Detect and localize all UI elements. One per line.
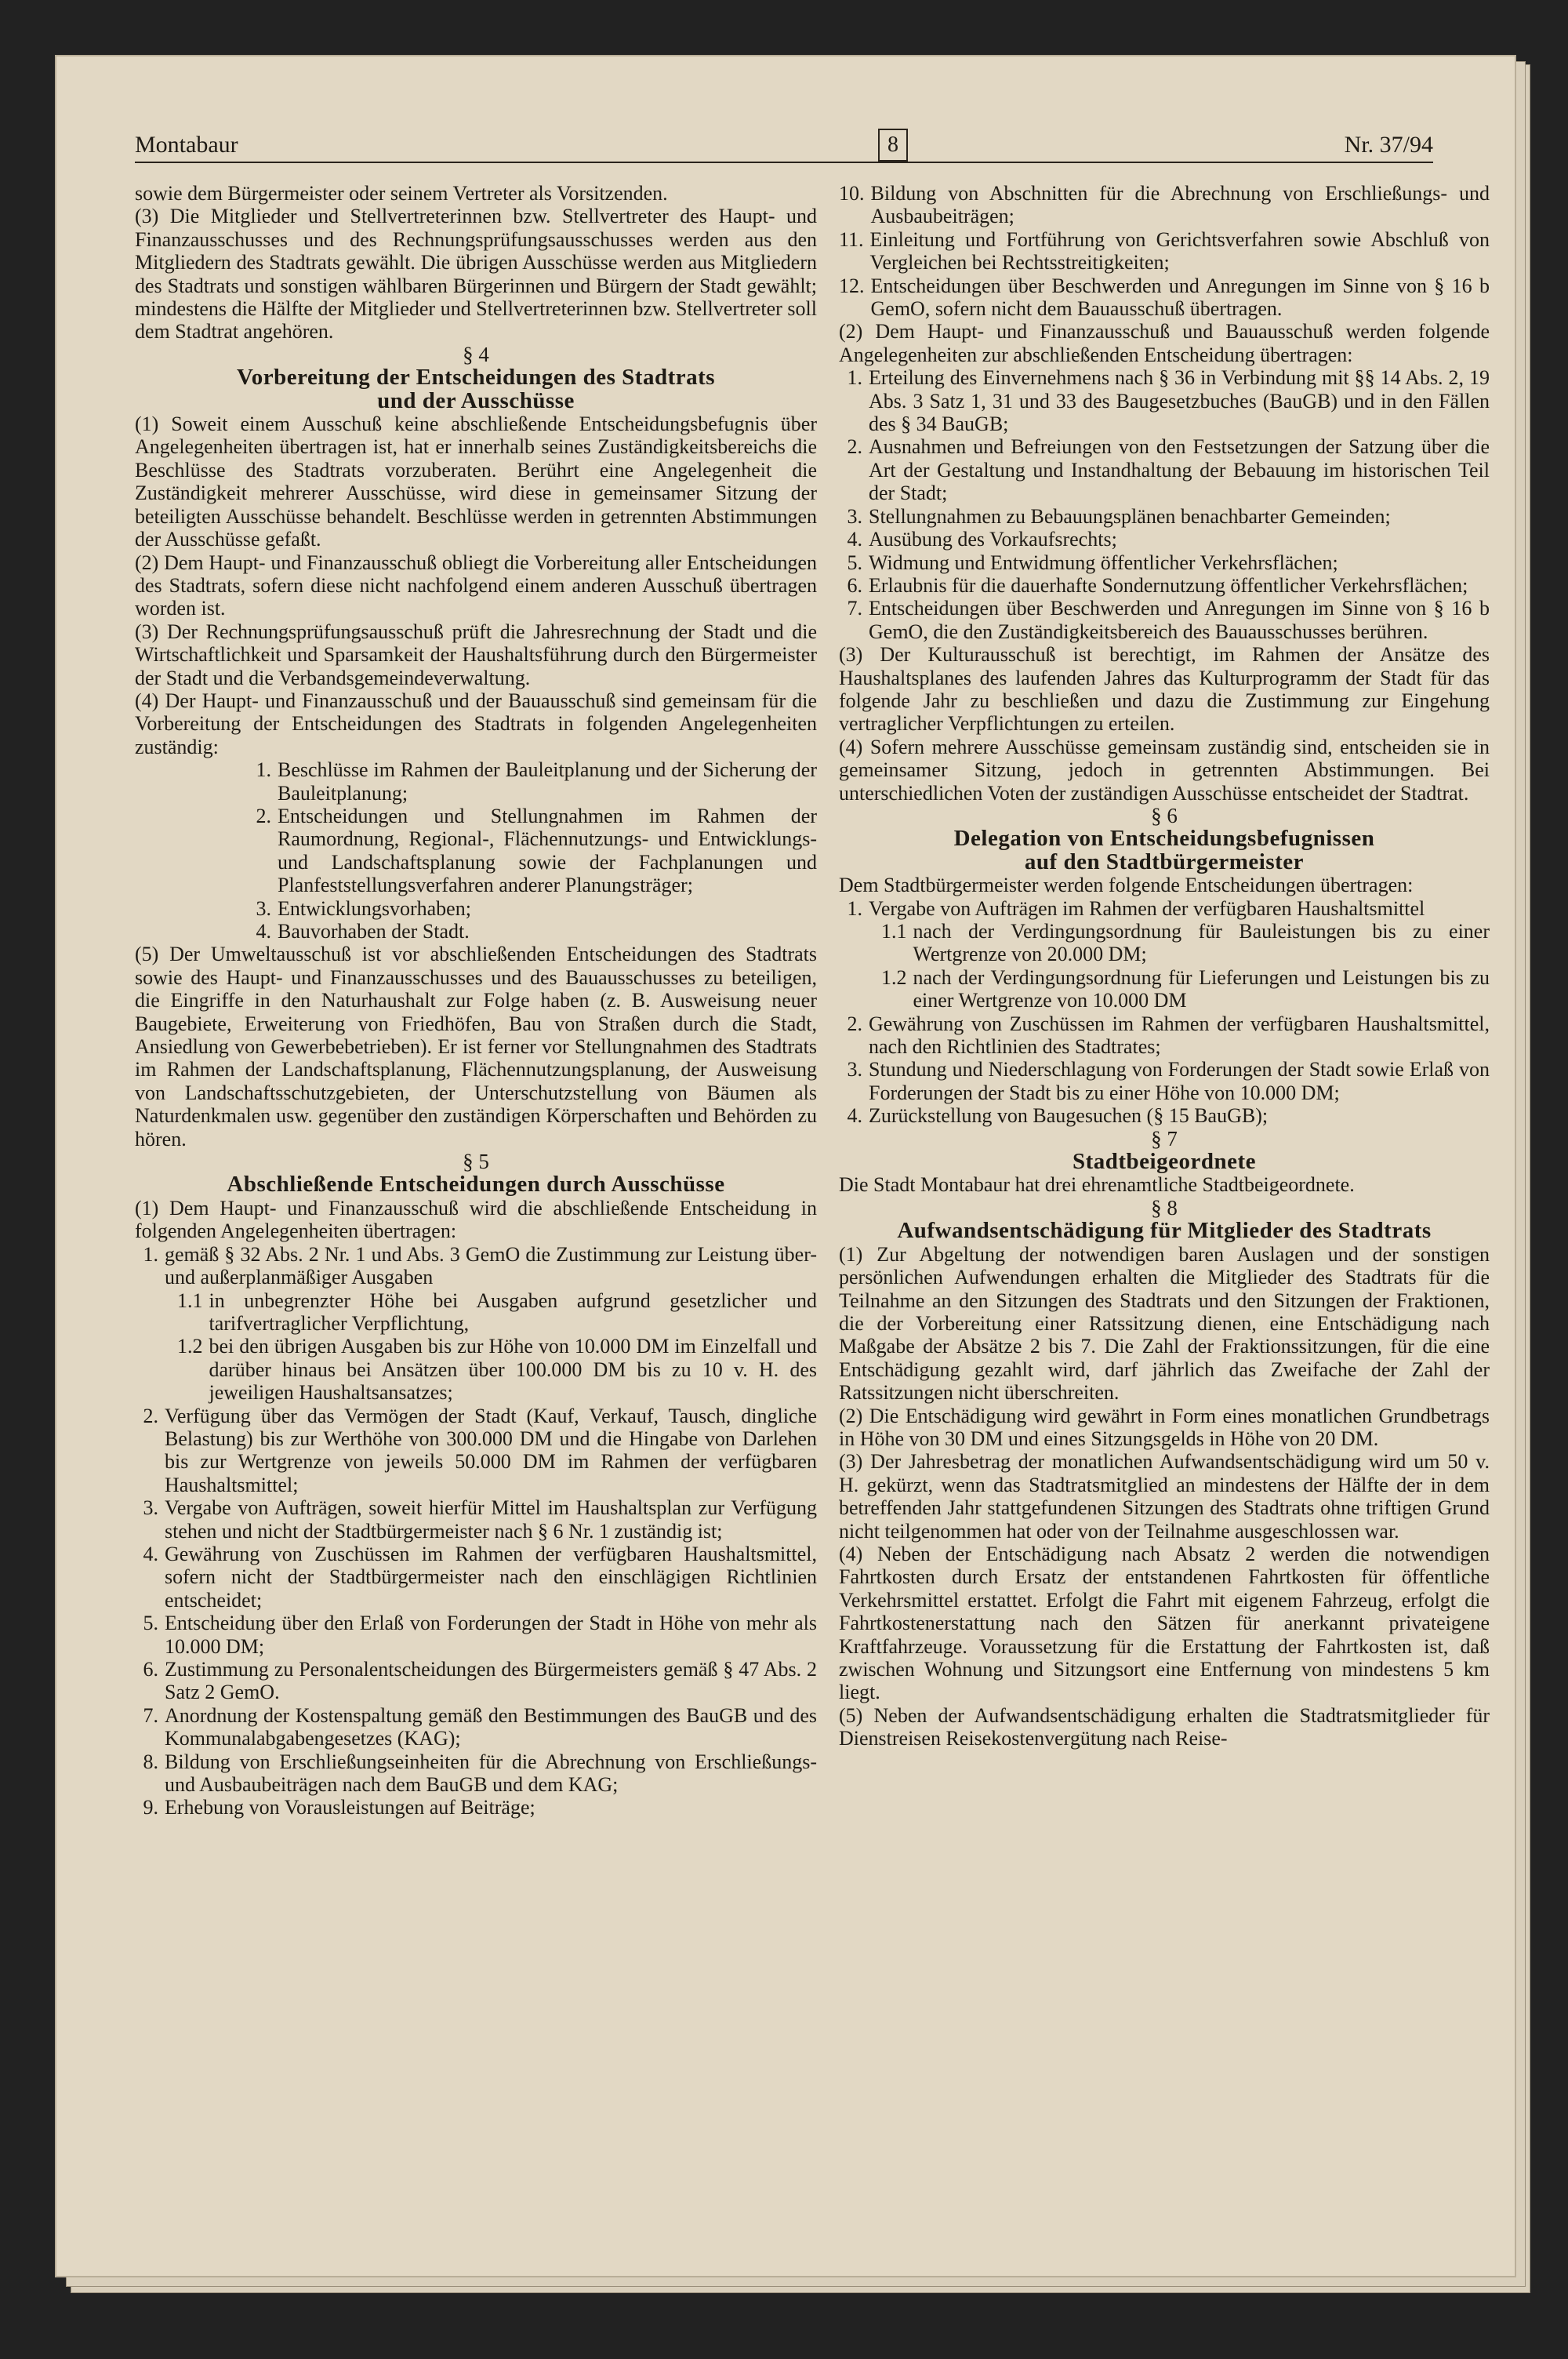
list-item bbox=[839, 366, 1490, 435]
section-title: Aufwandsentschädigung für Mitglieder des Stadtrats bbox=[897, 1218, 1432, 1244]
list-item-number: 2. bbox=[143, 1404, 158, 1427]
list-item-text: Bauvorhaben der Stadt. bbox=[278, 920, 470, 943]
list-item bbox=[839, 1104, 1490, 1127]
list-item-number: 1. bbox=[847, 896, 862, 920]
list-item bbox=[839, 182, 1490, 228]
list-item-number: 5. bbox=[847, 551, 862, 574]
list-item bbox=[135, 897, 817, 920]
list-item-number: 12. bbox=[839, 274, 865, 297]
paragraph: Die Stadt Montabaur hat drei ehrenamtliche Stadtbeigeordnete. bbox=[839, 1173, 1355, 1197]
section-title: Vorbereitung der Entscheidungen des Stadtrats bbox=[236, 365, 716, 391]
list-item bbox=[135, 758, 817, 805]
paragraph: (2) Dem Haupt- und Finanzausschuß obliegt die Vorbereitung aller Entscheidungen des Stadtrats, sofern diese nicht nachfolgend einem anderen Ausschuß übertragen worden ist. bbox=[135, 551, 817, 620]
paragraph: (3) Der Kulturausschuß ist berechtigt, im Rahmen der Ansätze des Haushaltsplanes des laufenden Jahres das Kulturprogramm der Stadt für das folgende Jahr zu beschließen und dazu die Zustimmung zur Eingehung vertraglicher Verpflichtungen zu erteilen. bbox=[839, 643, 1490, 736]
list-item-text: nach der Verdingungsordnung für Lieferungen und Leistungen bis zu einer Wertgrenze von 10.000 DM bbox=[913, 965, 1490, 1012]
paragraph: (5) Der Umweltausschuß ist vor abschließenden Entscheidungen des Stadtrats sowie des Haupt- und Finanzausschusses und des Bauausschusses zu beteiligen, die Eingriffe in den Naturhaushalt zur Folge haben (z. B. Ausweisung neuer Baugebiete, Erweiterung von Friedhöfen, Bau von Straßen durch die Stadt, Ansiedlung von Gewerbebetrieben). Er ist ferner vor Stellungnahmen des Stadtrats im Rahmen der Landschaftsplanung, Flächennutzungsplanung, der Ausweisung von Landschaftsschutzgebieten, der Unterschutzstellung von Bäumen als Naturdenkmalen usw. gegenüber den zuständigen Körperschaften und Behörden zu hören. bbox=[135, 943, 817, 1150]
list-item bbox=[839, 435, 1490, 504]
paragraph: (5) Neben der Aufwandsentschädigung erhalten die Stadtratsmitglieder für Dienstreisen Reisekostenvergütung nach Reise- bbox=[839, 1703, 1490, 1750]
list-item bbox=[135, 1796, 817, 1819]
right-column bbox=[839, 182, 1490, 1750]
list-item-number: 2. bbox=[847, 435, 862, 459]
list-item bbox=[839, 528, 1490, 551]
list-item-text: Zustimmung zu Personalentscheidungen des Bürgermeisters gemäß § 47 Abs. 2 Satz 2 GemO. bbox=[165, 1658, 817, 1704]
list-item bbox=[839, 551, 1490, 574]
section-number: § 8 bbox=[1151, 1195, 1178, 1219]
list-item-text: in unbegrenzter Höhe bei Ausgaben aufgrund gesetzlicher und tarifvertraglicher Verpflichtung, bbox=[209, 1289, 817, 1335]
list-item-text: bei den übrigen Ausgaben bis zur Höhe von 10.000 DM im Einzelfall und darüber hinaus bei Ansätzen über 100.000 DM bis zu 10 v. H. des jeweiligen Haushaltsansatzes; bbox=[209, 1335, 817, 1405]
list-item-text: Entscheidungen über Beschwerden und Anregungen im Sinne von § 16 b GemO, sofern nicht dem Bauausschuß übertragen. bbox=[870, 274, 1490, 321]
list-item bbox=[135, 1658, 817, 1704]
list-item bbox=[135, 920, 817, 943]
list-item-text: Stundung und Niederschlagung von Forderungen der Stadt sowie Erlaß von Forderungen der Stadt bis zu einer Höhe von 10.000 DM; bbox=[869, 1058, 1490, 1104]
header-town: Montabaur bbox=[135, 132, 238, 158]
list-item-number: 3. bbox=[847, 504, 862, 528]
list-item-number: 3. bbox=[847, 1058, 862, 1081]
list-item bbox=[839, 920, 1490, 966]
list-item bbox=[839, 505, 1490, 528]
list-item-text: Stellungnahmen zu Bebauungsplänen benachbarter Gemeinden; bbox=[869, 504, 1391, 528]
section-number: § 4 bbox=[463, 342, 489, 366]
list-item-number: 1.2 bbox=[881, 965, 907, 989]
section-title: Delegation von Entscheidungsbefugnissen bbox=[953, 826, 1375, 852]
list-item-text: Bildung von Abschnitten für die Abrechnung von Erschließungs- und Ausbaubeiträgen; bbox=[870, 182, 1490, 228]
list-item-text: Gewährung von Zuschüssen im Rahmen der verfügbaren Haushaltsmittel, nach den Richtlinien des Stadtrates; bbox=[869, 1012, 1490, 1059]
list-item-text: nach der Verdingungsordnung für Bauleistungen bis zu einer Wertgrenze von 20.000 DM; bbox=[913, 920, 1490, 966]
section-title: Abschließende Entscheidungen durch Ausschüsse bbox=[227, 1172, 725, 1198]
paragraph: (3) Der Jahresbetrag der monatlichen Aufwandsentschädigung wird um 50 v. H. gekürzt, wenn das Stadtratsmitglied an mindestens der Hälfte der in dem betreffenden Jahr stattgefundenen Sitzungen des Stadtrats ohne triftigen Grund nicht teilgenommen hat oder von der Teilnahme ausgeschlossen war. bbox=[839, 1450, 1490, 1543]
list-item bbox=[135, 1750, 817, 1797]
paragraph: (3) Der Rechnungsprüfungsausschuß prüft die Jahresrechnung der Stadt und die Wirtschaftlichkeit und Sparsamkeit der Haushaltsführung durch den Bürgermeister der Stadt und die Verbandsgemeindeverwaltung. bbox=[135, 620, 817, 689]
list-item-text: Ausübung des Vorkaufsrechts; bbox=[869, 528, 1117, 551]
list-item-number: 11. bbox=[839, 227, 864, 251]
list-item-text: Zurückstellung von Baugesuchen (§ 15 BauGB); bbox=[869, 1104, 1269, 1128]
paragraph: (1) Dem Haupt- und Finanzausschuß wird die abschließende Entscheidung in folgenden Angelegenheiten übertragen: bbox=[135, 1196, 817, 1243]
list-item-text: Entscheidungen über Beschwerden und Anregungen im Sinne von § 16 b GemO, die den Zuständigkeitsbereich des Bauausschusses berühren. bbox=[869, 597, 1490, 643]
list-item-number: 1.1 bbox=[177, 1289, 203, 1312]
list-item-text: gemäß § 32 Abs. 2 Nr. 1 und Abs. 3 GemO die Zustimmung zur Leistung über- und außerplanmäßiger Ausgaben bbox=[165, 1242, 817, 1289]
list-item-number: 4. bbox=[847, 528, 862, 551]
paragraph: (4) Neben der Entschädigung nach Absatz 2 werden die notwendigen Fahrtkosten durch Ersatz der entstandenen Fahrtkosten für öffentliche Verkehrsmittel erstattet. Erfolgt die Fahrt mit eigenem Fahrzeug, erfolgt die Fahrtkostenerstattung nach den Sätzen für anerkannt privateigene Kraftfahrzeuge. Voraussetzung für die Erstattung der Fahrtkosten ist, daß zwischen Wohnung und Sitzungsort eine Entfernung von mindestens 5 km liegt. bbox=[839, 1542, 1490, 1704]
list-item bbox=[135, 1335, 817, 1404]
list-item-text: Vergabe von Aufträgen im Rahmen der verfügbaren Haushaltsmittel bbox=[869, 896, 1425, 920]
list-item bbox=[839, 897, 1490, 920]
list-item bbox=[135, 1543, 817, 1612]
list-item bbox=[839, 274, 1490, 321]
paragraph: (1) Soweit einem Ausschuß keine abschließende Entscheidungsbefugnis über Angelegenheiten übertragen ist, hat er innerhalb seines Zuständigkeitsbereichs die Beschlüsse des Stadtrats vorzuberaten. Berührt eine Angelegenheit die Zuständigkeit mehrerer Ausschüsse, wird diese in gemeinsamer Sitzung der beteiligten Ausschüsse behandelt. Beschlüsse werden in getrennten Abstimmungen der Ausschüsse gefaßt. bbox=[135, 413, 817, 551]
list-item-text: Ausnahmen und Befreiungen von den Festsetzungen der Satzung über die Art der Gestaltung und Instandhaltung der Bebauung im historischen Teil der Stadt; bbox=[869, 435, 1490, 505]
header-rule bbox=[135, 162, 1433, 163]
list-item-text: Bildung von Erschließungseinheiten für die Abrechnung von Erschließungs- und Ausbaubeiträgen nach dem BauGB und dem KAG; bbox=[165, 1750, 817, 1797]
list-item bbox=[839, 966, 1490, 1012]
list-item bbox=[839, 574, 1490, 597]
list-item-number: 1. bbox=[256, 758, 271, 782]
list-item-text: Erlaubnis für die dauerhafte Sondernutzung öffentlicher Verkehrsflächen; bbox=[869, 573, 1468, 597]
list-item-number: 10. bbox=[839, 182, 865, 205]
section-number: § 6 bbox=[1151, 803, 1178, 827]
issue-number: Nr. 37/94 bbox=[1344, 132, 1433, 158]
paragraph: (4) Der Haupt- und Finanzausschuß und der Bauausschuß sind gemeinsam für die Vorbereitung der Entscheidungen des Stadtrats in folgenden Angelegenheiten zuständig: bbox=[135, 689, 817, 758]
paragraph: (1) Zur Abgeltung der notwendigen baren Auslagen und der sonstigen persönlichen Aufwendungen erhalten die Mitglieder des Stadtrats für die Teilnahme an den Sitzungen des Stadtrats und den Sitzungen der Fraktionen, die der Vorbereitung einer Ratssitzung dienen, eine Entschädigung nach Maßgabe der Absätze 2 bis 7. Die Zahl der Fraktionssitzungen, für die eine Entschädigung gezahlt wird, darf jährlich das Zweifache der Zahl der Ratssitzungen nicht überschreiten. bbox=[839, 1242, 1490, 1405]
list-item bbox=[135, 1496, 817, 1543]
list-item-text: Verfügung über das Vermögen der Stadt (Kauf, Verkauf, Tausch, dingliche Belastung) bis zur Werthöhe von 300.000 DM und die Hingabe von Darlehen bis zur Wertgrenze von jeweils 50.000 DM im Rahmen der verfügbaren Haushaltsmittel; bbox=[165, 1404, 817, 1496]
paragraph: (2) Dem Haupt- und Finanzausschuß und Bauausschuß werden folgende Angelegenheiten zur abschließenden Entscheidung übertragen: bbox=[839, 320, 1490, 366]
list-item-text: Entwicklungsvorhaben; bbox=[278, 896, 471, 920]
list-item-number: 4. bbox=[143, 1542, 158, 1565]
list-item-text: Erhebung von Vorausleistungen auf Beiträge; bbox=[165, 1796, 535, 1819]
list-item bbox=[135, 1612, 817, 1658]
list-item-number: 2. bbox=[847, 1012, 862, 1035]
list-item bbox=[135, 1704, 817, 1750]
list-item-number: 8. bbox=[143, 1750, 158, 1773]
list-item-number: 5. bbox=[143, 1612, 158, 1635]
paragraph: (4) Sofern mehrere Ausschüsse gemeinsam zuständig sind, entscheiden sie in gemeinsamer Sitzung, jedoch in getrennten Abstimmungen. Bei unterschiedlichen Voten der zuständigen Ausschüsse entscheidet der Stadtrat. bbox=[839, 735, 1490, 805]
section-number: § 7 bbox=[1151, 1126, 1178, 1150]
list-item-number: 4. bbox=[847, 1104, 862, 1128]
list-item-text: Gewährung von Zuschüssen im Rahmen der verfügbaren Haushaltsmittel, sofern nicht der Stadtbürgermeister nach den einschlägigen Richtlinien entscheidet; bbox=[165, 1542, 817, 1612]
list-item bbox=[839, 1058, 1490, 1104]
list-item-text: Einleitung und Fortführung von Gerichtsverfahren sowie Abschluß von Vergleichen bei Rechtsstreitigkeiten; bbox=[869, 227, 1490, 274]
list-item bbox=[135, 1243, 817, 1289]
list-item-number: 1.1 bbox=[881, 920, 907, 943]
section-title: und der Ausschüsse bbox=[377, 387, 575, 413]
section-title: Stadtbeigeordnete bbox=[1072, 1149, 1257, 1175]
list-item bbox=[839, 597, 1490, 643]
list-item-number: 9. bbox=[143, 1796, 158, 1819]
page-number: 8 bbox=[878, 129, 908, 162]
section-title: auf den Stadtbürgermeister bbox=[1024, 849, 1305, 874]
paragraph: (3) Die Mitglieder und Stellvertreterinnen bzw. Stellvertreter des Haupt- und Finanzausschusses und des Rechnungsprüfungsausschusses werden aus den Mitgliedern des Stadtrats gewählt. Die übrigen Ausschüsse werden aus Mitgliedern des Stadtrats und sonstigen wählbaren Bürgerinnen und Bürgern der Stadt gewählt; mindestens die Hälfte der Mitglieder und Stellvertreterinnen bzw. Stellvertreter soll dem Stadtrat angehören. bbox=[135, 205, 817, 343]
list-item-text: Vergabe von Aufträgen, soweit hierfür Mittel im Haushaltsplan zur Verfügung stehen und nicht der Stadtbürgermeister nach § 6 Nr. 1 zuständig ist; bbox=[165, 1496, 817, 1543]
list-item-number: 6. bbox=[143, 1658, 158, 1681]
list-item-number: 6. bbox=[847, 573, 862, 597]
list-item bbox=[135, 805, 817, 897]
list-item bbox=[839, 228, 1490, 274]
list-item-text: Entscheidungen und Stellungnahmen im Rahmen der Raumordnung, Regional-, Flächennutzungs- und Entwicklungs- und Landschaftsplanung sowie der Fachplanungen und Planfeststellungsverfahren anderer Planungsträger; bbox=[278, 804, 817, 897]
list-item-text: Entscheidung über den Erlaß von Forderungen der Stadt in Höhe von mehr als 10.000 DM; bbox=[165, 1612, 817, 1658]
list-item-number: 1. bbox=[143, 1242, 158, 1266]
list-item-number: 3. bbox=[143, 1496, 158, 1520]
left-column bbox=[135, 182, 817, 1819]
list-item bbox=[135, 1405, 817, 1497]
list-item-number: 1.2 bbox=[177, 1335, 203, 1358]
page-header bbox=[135, 129, 1433, 162]
list-item-number: 4. bbox=[256, 920, 271, 943]
list-item-text: Erteilung des Einvernehmens nach § 36 in Verbindung mit §§ 14 Abs. 2, 19 Abs. 3 Satz 1, 31 und 33 des Baugesetzbuches (BauGB) und in den Fällen des § 34 BauGB; bbox=[869, 366, 1490, 436]
list-item-text: Widmung und Entwidmung öffentlicher Verkehrsflächen; bbox=[869, 551, 1338, 574]
list-item-text: Beschlüsse im Rahmen der Bauleitplanung und der Sicherung der Bauleitplanung; bbox=[278, 758, 817, 805]
paragraph: sowie dem Bürgermeister oder seinem Vertreter als Vorsitzenden. bbox=[135, 182, 668, 205]
list-item-number: 3. bbox=[256, 896, 271, 920]
list-item bbox=[135, 1289, 817, 1336]
list-item-number: 7. bbox=[143, 1703, 158, 1727]
paragraph: (2) Die Entschädigung wird gewährt in Form eines monatlichen Grundbetrags in Höhe von 30 DM und eines Sitzungsgelds in Höhe von 20 DM. bbox=[839, 1404, 1490, 1450]
list-item-number: 7. bbox=[847, 597, 862, 620]
list-item bbox=[839, 1012, 1490, 1059]
list-item-number: 2. bbox=[256, 804, 271, 827]
list-item-number: 1. bbox=[847, 366, 862, 390]
paragraph: Dem Stadtbürgermeister werden folgende Entscheidungen übertragen: bbox=[839, 874, 1414, 897]
section-number: § 5 bbox=[463, 1150, 489, 1174]
list-item-text: Anordnung der Kostenspaltung gemäß den Bestimmungen des BauGB und des Kommunalabgabengesetzes (KAG); bbox=[165, 1703, 817, 1750]
